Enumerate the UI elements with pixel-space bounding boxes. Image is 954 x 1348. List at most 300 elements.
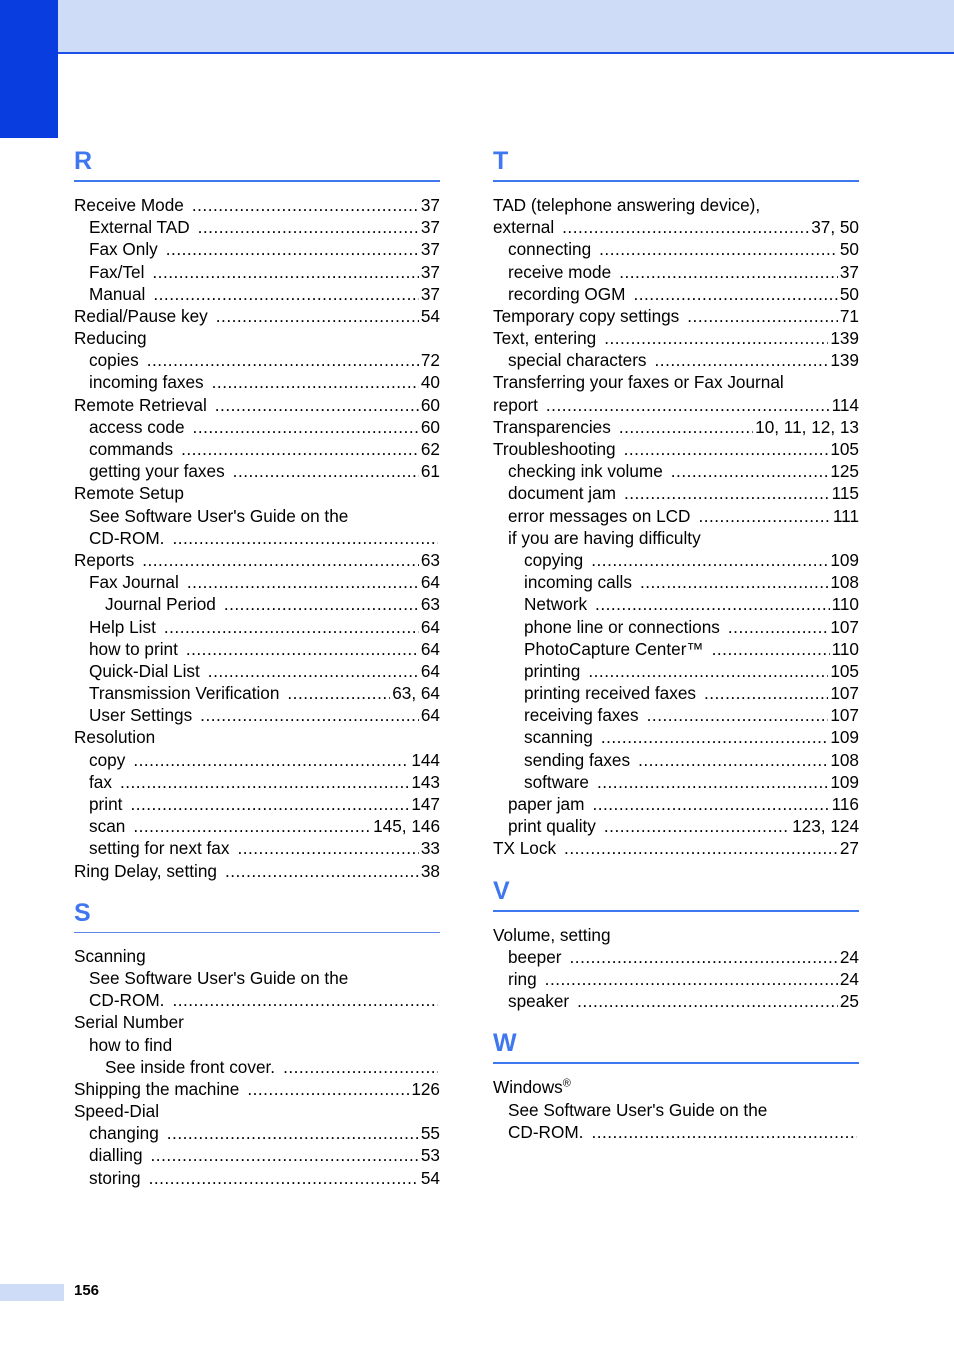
entry-label: speaker [508,991,570,1012]
entry-page: 10, 11, 12, 13 [755,416,859,437]
section-rule [74,932,440,933]
index-entry [493,416,859,438]
entry-label: Fax/Tel [89,261,145,282]
dot-leader [225,860,419,882]
dot-leader [597,771,828,793]
entry-label: See Software User's Guide on the [89,967,349,988]
dot-leader [592,793,829,815]
dot-leader [167,1122,419,1144]
entry-page: 27 [839,838,859,859]
index-entry [74,793,440,815]
entry-label: how to find [89,1034,173,1055]
entry-label: Volume, setting [493,924,611,945]
entry-label: access code [89,416,185,437]
entry-label: receiving faxes [524,705,639,726]
entry-label: report [493,394,538,415]
index-entry [74,860,440,882]
index-entry [493,924,859,946]
index-entry [493,793,859,815]
entry-label: getting your faxes [89,461,225,482]
entry-page: 60 [420,394,440,415]
dot-leader [152,261,418,283]
index-entry [74,394,440,416]
dot-leader [591,549,828,571]
index-section-r [74,140,440,882]
entry-page: 109 [830,771,859,792]
index-section-w [493,1022,859,1143]
entry-label: Reducing [74,328,147,349]
index-entry [74,1145,440,1167]
entry-page: 64 [420,638,440,659]
entry-page: 147 [411,794,440,815]
dot-leader [604,815,790,837]
index-entry [493,1099,859,1121]
entry-label: Windows® [493,1077,571,1098]
dot-leader [120,771,409,793]
dot-leader [216,305,419,327]
dot-leader [233,460,419,482]
dot-leader [172,989,438,1011]
index-entry [493,1121,859,1143]
entry-page: 72 [420,350,440,371]
entry-label: Fax Journal [89,572,179,593]
index-entry [74,216,440,238]
entry-page: 63 [420,549,440,570]
index-entry [493,1076,859,1098]
dot-leader [619,416,753,438]
dot-leader [624,482,830,504]
entry-label: Network [524,594,588,615]
dot-leader [133,749,409,771]
index-entry [74,261,440,283]
index-entry [493,815,859,837]
entry-page: 25 [839,991,859,1012]
entry-page: 33 [420,838,440,859]
footer-band [0,1284,64,1301]
entry-label: Quick-Dial List [89,660,200,681]
entry-page: 37 [420,283,440,304]
entry-label: copy [89,749,126,770]
index-entry [74,1056,440,1078]
dot-leader [215,394,419,416]
dot-leader [704,682,828,704]
entry-label: Remote Setup [74,483,184,504]
entry-label: external [493,217,555,238]
dot-leader [181,438,419,460]
index-entry [493,682,859,704]
entry-page: 63 [420,594,440,615]
entry-page: 139 [830,328,859,349]
entry-page: 115 [831,483,859,504]
entry-label: Journal Period [105,594,216,615]
entry-label: See Software User's Guide on the [89,505,349,526]
entry-page: 107 [830,683,859,704]
entry-label: paper jam [508,794,585,815]
entry-page: 125 [830,461,859,482]
index-column-left [74,140,440,1199]
entry-label: sending faxes [524,749,631,770]
entry-label: External TAD [89,217,190,238]
entry-page: 60 [420,416,440,437]
entry-page: 64 [420,616,440,637]
entry-page: 62 [420,439,440,460]
index-entry [74,527,440,549]
entry-label: incoming faxes [89,372,204,393]
entry-page: 50 [839,283,859,304]
entry-label: dialling [89,1145,143,1166]
entry-page: 38 [420,860,440,881]
entry-label: copies [89,350,139,371]
entry-label: setting for next fax [89,838,230,859]
dot-leader [208,660,419,682]
entry-label: CD-ROM. [89,990,165,1011]
dot-leader [142,549,419,571]
entry-page: 37, 50 [811,217,859,238]
index-entry [74,305,440,327]
entry-label: Resolution [74,727,156,748]
dot-leader [287,682,390,704]
dot-leader [591,1121,857,1143]
index-entry [74,482,440,504]
index-column-right [493,140,859,1153]
entry-label: Temporary copy settings [493,305,680,326]
index-entry [74,837,440,859]
entry-page: 37 [420,261,440,282]
entry-label: scan [89,816,126,837]
dot-leader [224,593,419,615]
dot-leader [577,990,838,1012]
entry-label: Remote Retrieval [74,394,207,415]
entry-label: See inside front cover. [105,1056,276,1077]
index-entry [74,416,440,438]
entry-page: 139 [830,350,859,371]
dot-leader [619,261,838,283]
entry-label: Shipping the machine [74,1078,240,1099]
entry-label: PhotoCapture Center™ [524,638,704,659]
entry-page: 63, 64 [392,683,440,704]
index-entry [74,815,440,837]
entry-label: fax [89,771,112,792]
entry-label: Manual [89,283,146,304]
entry-label: Speed-Dial [74,1101,160,1122]
entry-page: 37 [839,261,859,282]
section-rule [74,180,440,182]
index-entry [493,638,859,660]
index-entry [74,660,440,682]
dot-leader [153,283,419,305]
entry-label: Text, entering [493,328,597,349]
entry-label: if you are having difficulty [508,527,701,548]
index-entry [493,261,859,283]
dot-leader [172,527,438,549]
index-entry [493,216,859,238]
dot-leader [712,638,830,660]
dot-leader [655,349,829,371]
dot-leader [198,216,419,238]
index-entry [74,749,440,771]
dot-leader [564,837,838,859]
entry-label: receive mode [508,261,612,282]
entry-page: 54 [420,305,440,326]
entry-label: Scanning [74,945,146,966]
entry-label: Transparencies [493,416,611,437]
section-rule [493,910,859,912]
index-entry [74,283,440,305]
index-entry [493,990,859,1012]
entry-page: 61 [420,461,440,482]
section-rule [493,180,859,182]
index-entry [74,372,440,394]
index-entry [74,327,440,349]
index-entry [74,194,440,216]
entry-page: 110 [831,638,859,659]
index-entry [493,372,859,394]
entry-page: 37 [420,217,440,238]
dot-leader [247,1078,409,1100]
chapter-tab [0,0,58,138]
dot-leader [562,216,809,238]
registered-mark: ® [562,1077,571,1090]
entry-label: Redial/Pause key [74,305,208,326]
index-entry [493,505,859,527]
dot-leader [151,1145,419,1167]
entry-label: CD-ROM. [508,1121,584,1142]
index-entry [493,305,859,327]
entry-page: 64 [420,660,440,681]
index-entry [493,660,859,682]
dot-leader [599,238,838,260]
entry-page: 54 [420,1167,440,1188]
entry-page: 143 [411,771,440,792]
dot-leader [166,238,419,260]
entry-label: error messages on LCD [508,505,691,526]
entry-label: recording OGM [508,283,626,304]
index-entry [493,593,859,615]
dot-leader [147,349,419,371]
entry-label: Transferring your faxes or Fax Journal [493,372,784,393]
entry-label: Troubleshooting [493,439,616,460]
entry-label: Transmission Verification [89,683,280,704]
index-entry [493,749,859,771]
entry-page: 108 [830,572,859,593]
dot-leader [638,749,828,771]
entry-label: User Settings [89,705,193,726]
section-letter: R [74,147,93,175]
entry-label: Serial Number [74,1012,184,1033]
entry-label: Fax Only [89,239,158,260]
index-entry [74,638,440,660]
index-entry [74,945,440,967]
dot-leader [624,438,829,460]
entry-page: 105 [830,439,859,460]
index-entry [74,238,440,260]
index-entry [493,194,859,216]
entry-label: how to print [89,638,178,659]
dot-leader [647,704,829,726]
dot-leader [601,727,829,749]
entry-label: TAD (telephone answering device), [493,194,761,215]
dot-leader [187,571,419,593]
entry-label: software [524,771,589,792]
entry-page: 64 [420,572,440,593]
dot-leader [588,660,828,682]
dot-leader [133,815,371,837]
index-entry [493,349,859,371]
entry-label: print quality [508,816,596,837]
index-entry [74,1078,440,1100]
entry-label: commands [89,439,174,460]
index-entry [493,571,859,593]
index-entry [74,1011,440,1033]
section-rule [493,1062,859,1064]
section-letter: T [493,147,509,175]
index-entry [74,682,440,704]
index-section-s [74,892,440,1189]
header-band [0,0,954,54]
entry-page: 109 [830,727,859,748]
index-entry [74,727,440,749]
entry-label: phone line or connections [524,616,720,637]
index-entry [493,460,859,482]
entry-page: 145, 146 [373,816,440,837]
index-entry [493,549,859,571]
index-entry [74,967,440,989]
index-entry [74,460,440,482]
entry-label: Reports [74,549,135,570]
dot-leader [671,460,829,482]
entry-label: beeper [508,946,562,967]
entry-label: printing [524,660,581,681]
dot-leader [192,194,419,216]
entry-label: special characters [508,350,647,371]
index-entry [493,394,859,416]
index-entry [493,704,859,726]
dot-leader [186,638,419,660]
index-entry [74,1100,440,1122]
entry-page: 107 [830,705,859,726]
entry-label: incoming calls [524,572,632,593]
dot-leader [728,616,828,638]
dot-leader [237,837,418,859]
index-entry [74,549,440,571]
dot-leader [149,1167,419,1189]
index-section-v [493,870,859,1013]
dot-leader [595,593,830,615]
index-entry [74,349,440,371]
entry-label: Receive Mode [74,194,184,215]
entry-label: print [89,794,123,815]
index-entry [74,1034,440,1056]
dot-leader [283,1056,438,1078]
dot-leader [570,946,838,968]
index-entry [493,771,859,793]
entry-label: scanning [524,727,593,748]
entry-page: 126 [411,1078,440,1099]
index-entry [493,527,859,549]
index-entry [74,571,440,593]
index-entry [493,727,859,749]
index-entry [74,771,440,793]
entry-page: 50 [839,239,859,260]
entry-page: 144 [411,749,440,770]
index-entry [74,438,440,460]
entry-label: CD-ROM. [89,527,165,548]
entry-label: connecting [508,239,592,260]
dot-leader [698,505,830,527]
entry-label: copying [524,549,584,570]
section-letter: S [74,898,91,927]
entry-page: 37 [420,194,440,215]
entry-page: 110 [831,594,859,615]
index-entry [493,438,859,460]
entry-label: document jam [508,483,616,504]
dot-leader [200,704,419,726]
entry-page: 109 [830,549,859,570]
entry-page: 40 [420,372,440,393]
index-entry [493,616,859,638]
entry-page: 71 [839,305,859,326]
dot-leader [546,394,830,416]
index-entry [74,1122,440,1144]
index-entry [493,327,859,349]
entry-page: 114 [831,394,859,415]
index-entry [493,482,859,504]
entry-page: 116 [831,794,859,815]
index-entry [493,837,859,859]
dot-leader [212,372,419,394]
entry-label: Ring Delay, setting [74,860,217,881]
entry-page: 55 [420,1123,440,1144]
section-letter: W [493,1029,517,1058]
index-entry [74,989,440,1011]
dot-leader [633,283,837,305]
entry-page: 111 [832,505,859,526]
entry-label: checking ink volume [508,461,663,482]
dot-leader [545,968,838,990]
dot-leader [640,571,828,593]
entry-page: 105 [830,660,859,681]
entry-label: changing [89,1123,159,1144]
entry-label: storing [89,1167,141,1188]
dot-leader [130,793,409,815]
index-entry [74,593,440,615]
dot-leader [687,305,838,327]
page-number: 156 [74,1282,100,1299]
dot-leader [193,416,419,438]
index-entry [493,238,859,260]
entry-page: 37 [420,239,440,260]
index-entry [493,968,859,990]
dot-leader [604,327,828,349]
entry-page: 64 [420,705,440,726]
section-letter: V [493,876,510,905]
entry-page: 123, 124 [792,816,859,837]
entry-label: ring [508,968,537,989]
entry-page: 53 [420,1145,440,1166]
entry-page: 107 [830,616,859,637]
index-entry [74,505,440,527]
entry-label: printing received faxes [524,683,696,704]
index-section-t [493,140,859,860]
entry-label: See Software User's Guide on the [508,1099,768,1120]
entry-page: 108 [830,749,859,770]
entry-label: TX Lock [493,838,557,859]
index-entry [74,616,440,638]
index-entry [74,704,440,726]
dot-leader [164,616,419,638]
entry-page: 24 [839,946,859,967]
index-entry [493,946,859,968]
